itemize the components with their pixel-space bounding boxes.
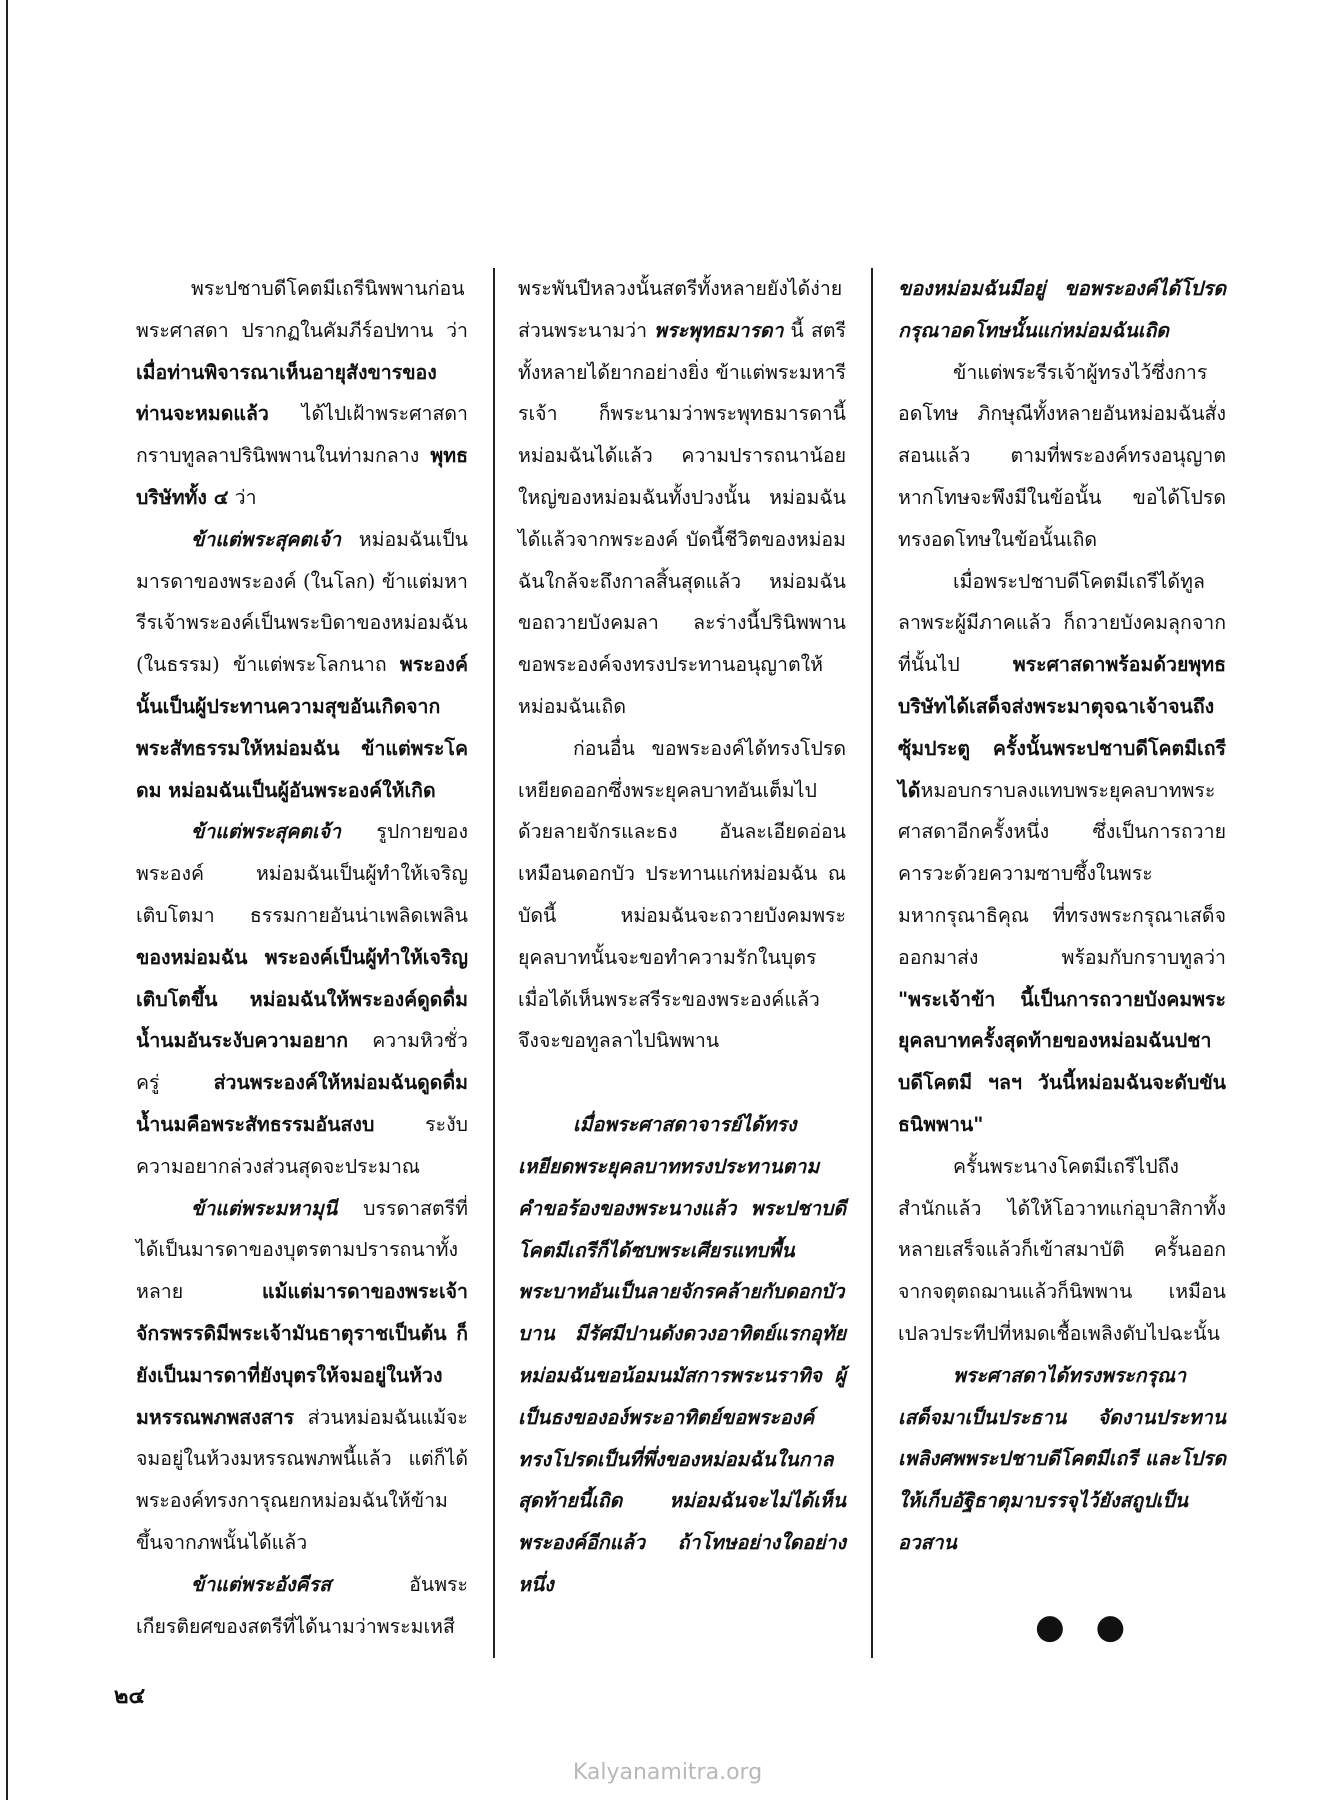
text-column-2 (518, 268, 846, 1606)
paragraph (898, 352, 1226, 561)
paragraph (898, 561, 1226, 1146)
column-divider (493, 268, 495, 1658)
bold-text: ส่วนพระองค์ให้หม่อมฉันดูดดื่มน้ำนมคือพระสัทธรรมอันสงบ (136, 1071, 468, 1136)
italic-text: ของหม่อมฉันมีอยู่ ขอพระองค์ได้โปรดกรุณาอดโทษนั้นแก่หม่อมฉันเถิด (898, 277, 1226, 342)
page-edge-line (6, 0, 8, 1800)
bold-text: ของหม่อมฉัน พระองค์เป็นผู้ทำให้เจริญเติบโตขึ้น หม่อมฉันให้พระองค์ดูดดื่มน้ำนมอันระงับความอยาก (136, 945, 468, 1053)
text-column-3 (898, 268, 1226, 1564)
text: รูปกายของพระองค์ หม่อมฉันเป็นผู้ทำให้เจริญเติบโตมา ธรรมกายอันน่าเพลิดเพลิน (136, 820, 468, 927)
italic-heading: ข้าแต่พระอังคีรส (191, 1572, 331, 1596)
italic-heading: ข้าแต่พระสุคตเจ้า (191, 527, 341, 551)
text: อันพระเกียรติยศของสตรีที่ได้นามว่าพระมเหสี (136, 1572, 468, 1638)
text: ความหิวชั่วครู่ (136, 1029, 468, 1095)
paragraph (518, 268, 846, 728)
text: ส่วนหม่อมฉันแม้จะจมอยู่ในห้วงมหรรณพภพนี้แล้ว แต่ก็ได้พระองค์ทรงการุณยกหม่อมฉันให้ข้ามขึ้นจากภพนั้นได้แล้ว (136, 1405, 468, 1554)
text: ระงับความอยากล่วงส่วนสุดจะประมาณ (136, 1112, 468, 1178)
bold-text: แม้แต่มารดาของพระเจ้าจักรพรรดิมีพระเจ้ามันธาตุราชเป็นต้น ก็ยังเป็นมารดาที่ยังบุตรให้จมอยู่ในห้วงมหรรณพภพสงสาร (136, 1280, 468, 1429)
paragraph (898, 1146, 1226, 1355)
bold-text: พระศาสดาพร้อมด้วยพุทธบริษัทได้เสด็จส่งพระมาตุจฉาเจ้าจนถึงซุ้มประตู ครั้งนั้นพระปชาบดีโคตมีเถรีได้ (898, 653, 1226, 802)
paragraph (136, 268, 468, 519)
text: ครั้นพระนางโคตมีเถรีไปถึงสำนักแล้ว ได้ให้โอวาทแก่อุบาสิกาทั้งหลายเสร็จแล้วก็เข้าสมาบัติ ครั้นออกจากจตุตถฌานแล้วก็นิพพาน เหมือนเปลวประทีปที่หมดเชื้อเพลิงดับไปฉะนั้น (898, 1154, 1226, 1345)
text: หม่อมฉันเป็นมารดาของพระองค์ (ในโลก) ข้าแต่มหารีรเจ้าพระองค์เป็นพระบิดาของหม่อมฉัน (ในธรรม) ข้าแต่พระโลกนาถ (136, 527, 468, 677)
bold-text: "พระเจ้าข้า นี้เป็นการถวายบังคมพระยุคลบาทครั้งสุดท้ายของหม่อมฉันปชาบดีโคตมี ฯลฯ วันนี้หม่อมฉันจะดับขันธนิพพาน" (898, 987, 1226, 1136)
text-column-1 (136, 268, 468, 1647)
page-number: ๒๔ (114, 1683, 146, 1709)
bold-text: พระองค์นั้นเป็นผู้ประทานความสุขอันเกิดจากพระสัทธรรมให้หม่อมฉัน ข้าแต่พระโคดม หม่อมฉันเป็นผู้อันพระองค์ให้เกิด (136, 653, 468, 802)
paragraph (136, 811, 468, 1187)
paragraph (136, 1564, 468, 1648)
italic-paragraph (518, 1104, 846, 1606)
text: ได้ไปเฝ้าพระศาสดากราบทูลลาปรินิพพานในท่ามกลาง (136, 402, 468, 468)
italic-text: เมื่อพระศาสดาจารย์ได้ทรงเหยียดพระยุคลบาททรงประทานตามคำขอร้องของพระนางแล้ว พระปชาบดีโคตมีเถรีก็ได้ซบพระเศียรแทบพื้นพระบาทอันเป็นลายจักรคล้ายกับดอกบัวบาน มีรัศมีปานดังดวงอาทิตย์แรกอุทัย หม่อมฉันขอน้อมนมัสการพระนราทิจ ผู้เป็นธงขององ์พระอาทิตย์ขอพระองค์ทรงโปรดเป็นที่พึ่งของหม่อมฉันในกาลสุดท้ายนี้เถิด หม่อมฉันจะไม่ได้เห็นพระองค์อีกแล้ว ถ้าโทษอย่างใดอย่างหนึ่ง (518, 1113, 846, 1596)
text: ข้าแต่พระรีรเจ้าผู้ทรงไว้ซึ่งการอดโทษ ภิกษุณีทั้งหลายอันหม่อมฉันสั่งสอนแล้ว ตามที่พระองค์ทรงอนุญาต หากโทษจะพึงมีในข้อนั้น ขอได้โปรดทรงอดโทษในข้อนั้นเถิด (898, 360, 1226, 551)
text: พระพันปีหลวงนั้นสตรีทั้งหลายยังได้ง่าย ส่วนพระนามว่า (518, 277, 843, 342)
paragraph (136, 519, 468, 812)
bold-text: เมื่อท่านพิจารณาเห็นอายุสังขารของท่านจะหมดแล้ว (136, 360, 437, 426)
text: หมอบกราบลงแทบพระยุคลบาทพระศาสดาอีกครั้งหนึ่ง ซึ่งเป็นการถวายคารวะด้วยความซาบซึ้งในพระมหากรุณาธิคุณ ที่ทรงพระกรุณาเสด็จออกมาส่ง พร้อมกับกราบทูลว่า (898, 778, 1226, 969)
text: ก่อนอื่น ขอพระองค์ได้ทรงโปรดเหยียดออกซึ่งพระยุคลบาทอันเต็มไปด้วยลายจักรและธง อันละเอียดอ่อนเหมือนดอกบัว ประทานแก่หม่อมฉัน ณ บัดนี้ หม่อมฉันจะถวายบังคมพระยุคลบาทนั้นจะขอทำความรักในบุตร เมื่อได้เห็นพระสรีระของพระองค์แล้ว จึงจะขอทูลลาไปนิพพาน (518, 736, 846, 1053)
text: นี้ สตรีทั้งหลายได้ยากอย่างยิ่ง ข้าแต่พระมหารีรเจ้า ก็พระนามว่าพระพุทธมารดานี้ หม่อมฉันได้แล้ว ความปรารถนาน้อยใหญ่ของหม่อมฉันทั้งปวงนั้น หม่อมฉันได้แล้วจากพระองค์ บัดนี้ชีวิตของหม่อมฉันใกล้จะถึงกาลสิ้นสุดแล้ว หม่อมฉันขอถวายบังคมลา ละร่างนี้ปรินิพพาน ขอพระองค์จงทรงประทานอนุญาตให้หม่อมฉันเถิด (518, 318, 846, 718)
paragraph (518, 728, 846, 1062)
bold-text: พุทธบริษัททั้ง ๔ (136, 444, 468, 509)
italic-heading: ข้าแต่พระสุคตเจ้า (191, 820, 341, 844)
text: ว่า (228, 485, 257, 509)
italic-text: พระศาสดาได้ทรงพระกรุณาเสด็จมาเป็นประธาน จัดงานประทานเพลิงศพพระปชาบดีโคตมีเถรี และโปรดให้เก็บอัฐิธาตุมาบรรจุไว้ยังสถูปเป็นอวสาน (898, 1363, 1226, 1554)
paragraph (136, 1188, 468, 1564)
text: เมื่อพระปชาบดีโคตมีเถรีได้ทูลลาพระผู้มีภาคแล้ว ก็ถวายบังคมลุกจากที่นั้นไป (898, 569, 1226, 677)
text: บรรดาสตรีที่ได้เป็นมารดาของบุตรตามปรารถนาทั้งหลาย (136, 1196, 468, 1304)
italic-heading: พระพุทธมารดา (654, 318, 784, 342)
column-divider (871, 268, 873, 1658)
text: พระปชาบดีโคตมีเถรีนิพพานก่อน พระศาสดา ปรากฏในคัมภีร์อปทาน ว่า (136, 277, 468, 342)
watermark: Kalyanamitra.org (572, 1760, 763, 1785)
italic-paragraph (898, 1355, 1226, 1564)
end-mark: ● ● (1035, 1607, 1136, 1647)
paragraph-gap (518, 1062, 846, 1104)
italic-paragraph (898, 268, 1226, 352)
italic-heading: ข้าแต่พระมหามุนี (191, 1196, 338, 1220)
